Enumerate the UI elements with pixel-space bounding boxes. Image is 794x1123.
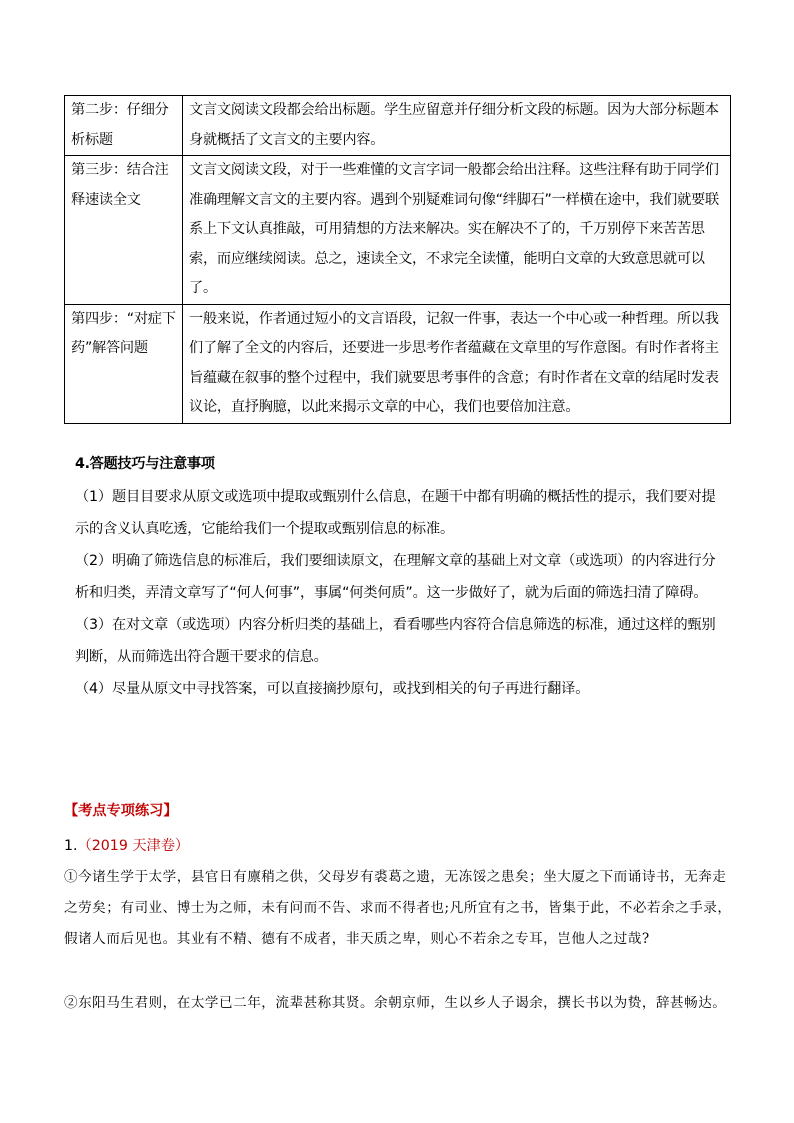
passage-paragraph: ①今诸生学于太学，县官日有廪稍之供，父母岁有裘葛之遗，无冻馁之患矣；坐大厦之下而诵诗书，无奔走之劳矣；有司业、博士为之师，未有问而不告、求而不得者也;凡所宜有之书，皆集于此，不必若余之手录，假诸人而后见也。其业有不精、德有不成者，非天质之卑，则心不若余之专耳，岂他人之过哉? (64, 869, 732, 947)
step-content: 文言文阅读文段都会给出标题。学生应留意并仔细分析文段的标题。因为大部分标题本身就概括了文言文的主要内容。 (183, 96, 731, 156)
question-number (64, 835, 189, 857)
question-source: （2019 天津卷） (77, 838, 190, 854)
table-row (65, 304, 731, 423)
list-item: （4）尽量从原文中寻找答案，可以直接摘抄原句，或找到相关的句子再进行翻译。 (75, 681, 590, 697)
question-index: 1. (64, 838, 78, 854)
table-row (65, 96, 731, 156)
steps-table (64, 95, 731, 424)
passage-paragraph: ②东阳马生君则，在太学已二年，流辈甚称其贤。余朝京师，生以乡人子谒余，撰长书以为贽，辞甚畅达。 (64, 995, 727, 1011)
list-item: （2）明确了筛选信息的标准后，我们要细读原文，在理解文章的基础上对文章（或选项）的内容进行分析和归类，弄清文章写了“何人何事”，事属“何类何质”。这一步做好了，就为后面的筛选扫清了障碍。 (75, 553, 716, 601)
list-item: （3）在对文章（或选项）内容分析归类的基础上，看看哪些内容符合信息筛选的标准，通过这样的甄别判断，从而筛选出符合题干要求的信息。 (75, 617, 716, 665)
step-label: 第二步：仔细分析标题 (65, 96, 183, 156)
tips-list (75, 481, 725, 705)
step-content: 文言文阅读文段，对于一些难懂的文言字词一般都会给出注释。这些注释有助于同学们准确理解文言文的主要内容。遇到个别疑难词句像“绊脚石”一样横在途中，我们就要联系上下文认真推敲，可用猜想的方法来解决。实在解决不了的，千万别停下来苦苦思索，而应继续阅读。总之，速读全文，不求完全读懂，能明白文章的大致意思就可以了。 (183, 156, 731, 305)
step-label: 第四步：“对症下药”解答问题 (65, 304, 183, 423)
step-content: 一般来说，作者通过短小的文言语段，记叙一件事，表达一个中心或一种哲理。所以我们了解了全文的内容后，还要进一步思考作者蕴藏在文章里的写作意图。有时作者将主旨蕴藏在叙事的整个过程中，我们就要思考事件的含意；有时作者在文章的结尾时发表议论，直抒胸臆，以此来揭示文章的中心，我们也要倍加注意。 (183, 304, 731, 423)
list-item: （1）题目目要求从原文或选项中提取或甄别什么信息，在题干中都有明确的概括性的提示，我们要对提示的含义认真吃透，它能给我们一个提取或甄别信息的标准。 (75, 489, 716, 537)
table-row (65, 156, 731, 305)
section-heading: 4.答题技巧与注意事项 (75, 456, 215, 472)
step-label: 第三步：结合注释速读全文 (65, 156, 183, 305)
practice-heading: 【考点专项练习】 (64, 803, 178, 819)
